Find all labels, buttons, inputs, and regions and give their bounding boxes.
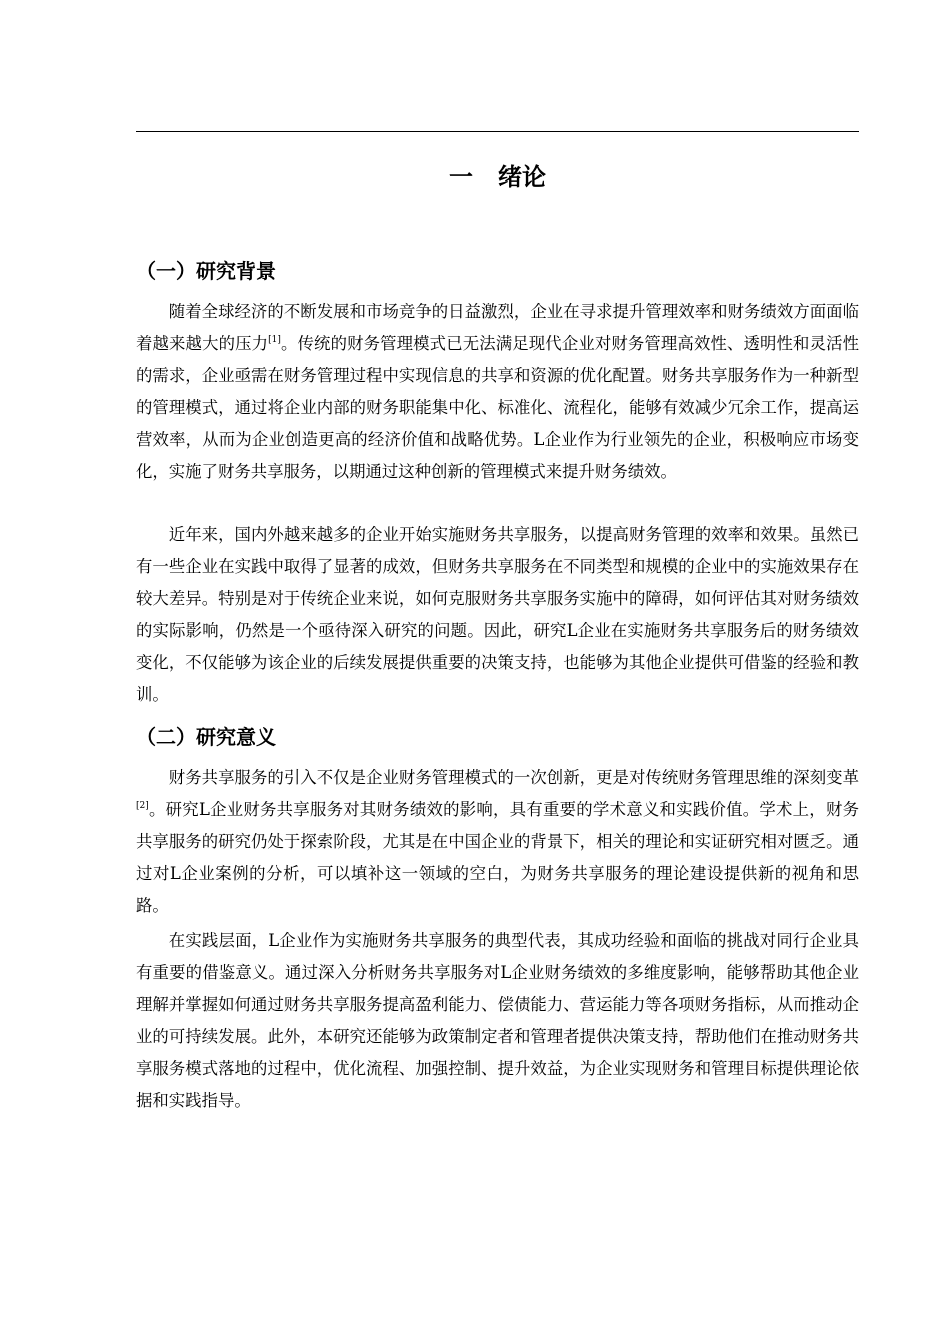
citation-ref-2[interactable]: [2] <box>136 801 149 811</box>
citation-ref-1[interactable]: [1] <box>268 335 281 345</box>
paragraph-background-2: 近年来，国内外越来越多的企业开始实施财务共享服务，以提高财务管理的效率和效果。虽然已有一些企业在实践中取得了显著的成效，但财务共享服务在不同类型和规模的企业中的实施效果存在较大差异。特别是对于传统企业来说，如何克服财务共享服务实施中的障碍，如何评估其对财务绩效的实际影响，仍然是一个亟待深入研究的问题。因此，研究L企业在实施财务共享服务后的财务绩效变化，不仅能够为该企业的后续发展提供重要的决策支持，也能够为其他企业提供可借鉴的经验和教训。 <box>136 525 859 704</box>
paragraph-significance-2: 在实践层面，L企业作为实施财务共享服务的典型代表，其成功经验和面临的挑战对同行企业具有重要的借鉴意义。通过深入分析财务共享服务对L企业财务绩效的多维度影响，能够帮助其他企业理解并掌握如何通过财务共享服务提高盈利能力、偿债能力、营运能力等各项财务指标，从而推动企业的可持续发展。此外，本研究还能够为政策制定者和管理者提供决策支持，帮助他们在推动财务共享服务模式落地的过程中，优化流程、加强控制、提升效益，为企业实现财务和管理目标提供理论依据和实践指导。 <box>136 931 859 1110</box>
section-heading-significance: （二）研究意义 <box>136 725 276 749</box>
paragraph-significance-1: 财务共享服务的引入不仅是企业财务管理模式的一次创新，更是对传统财务管理思维的深刻变革[2]。研究L企业财务共享服务对其财务绩效的影响，具有重要的学术意义和实践价值。学术上，财务共享服务的研究仍处于探索阶段，尤其是在中国企业的背景下，相关的理论和实证研究相对匮乏。通过对L企业案例的分析，可以填补这一领域的空白，为财务共享服务的理论建设提供新的视角和思路。 <box>136 768 859 915</box>
paragraph-background-1: 随着全球经济的不断发展和市场竞争的日益激烈，企业在寻求提升管理效率和财务绩效方面面临着越来越大的压力[1]。传统的财务管理模式已无法满足现代企业对财务管理高效性、透明性和灵活性的需求，企业亟需在财务管理过程中实现信息的共享和资源的优化配置。财务共享服务作为一种新型的管理模式，通过将企业内部的财务职能集中化、标准化、流程化，能够有效减少冗余工作，提高运营效率，从而为企业创造更高的经济价值和战略优势。L企业作为行业领先的企业，积极响应市场变化，实施了财务共享服务，以期通过这种创新的管理模式来提升财务绩效。 <box>136 302 859 481</box>
header-rule <box>136 131 859 132</box>
section-heading-background: （一）研究背景 <box>136 259 276 283</box>
chapter-title: 一 绪论 <box>448 163 547 191</box>
